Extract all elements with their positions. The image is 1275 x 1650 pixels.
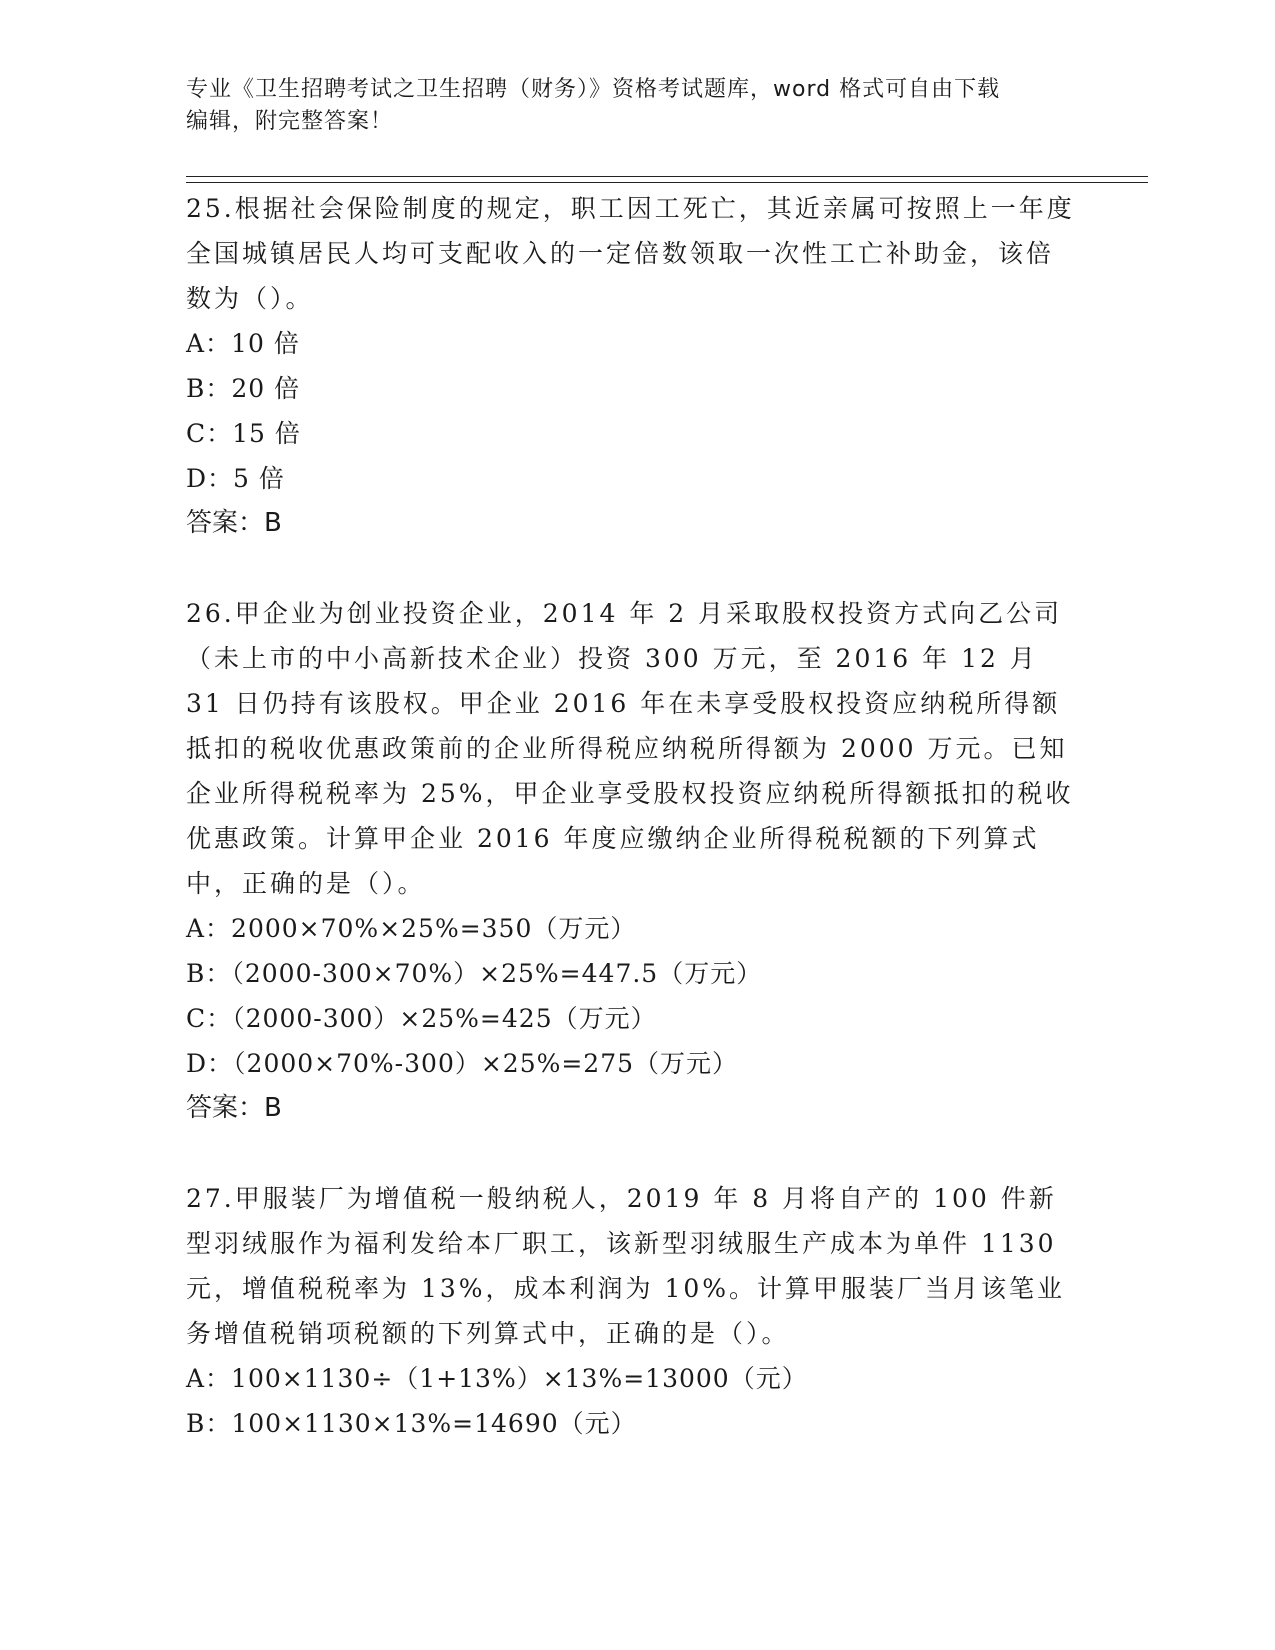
question-text: 25.根据社会保险制度的规定，职工因工死亡，其近亲属可按照上一年度全国城镇居民人均可支配收入的一定倍数领取一次性工亡补助金，该倍数为（）。 xyxy=(186,194,1075,313)
question-list xyxy=(186,186,1076,1491)
question-text: 27.甲服装厂为增值税一般纳税人，2019 年 8 月将自产的 100 件新型羽绒服作为福利发给本厂职工，该新型羽绒服生产成本为单件 1130 元，增值税税率为 13%，成本利润为 10%。计算甲服装厂当月该笔业务增值税销项税额的下列算式中，正确的是（）。 xyxy=(186,1184,1066,1348)
question-26 xyxy=(186,591,1076,1131)
option-d: D：（2000×70%-300）×25%=275（万元） xyxy=(186,1049,739,1078)
option-a: A：2000×70%×25%=350（万元） xyxy=(186,914,637,943)
option-b: B：（2000-300×70%）×25%=447.5（万元） xyxy=(186,959,763,988)
question-text: 26.甲企业为创业投资企业，2014 年 2 月采取股权投资方式向乙公司（未上市的中小高新技术企业）投资 300 万元，至 2016 年 12 月 31 日仍持有该股权。甲企业 2016 年在未享受股权投资应纳税所得额抵扣的税收优惠政策前的企业所得税应纳税所得额为 2000 万元。已知企业所得税税率为 25%，甲企业享受股权投资应纳税所得额抵扣的税收优惠政策。计算甲企业 2016 年度应缴纳企业所得税税额的下列算式中，正确的是（）。 xyxy=(186,599,1074,898)
header-divider-bottom xyxy=(186,182,1148,183)
document-header xyxy=(186,74,1086,138)
option-a: A：100×1130÷（1+13%）×13%=13000（元） xyxy=(186,1364,808,1393)
header-line-2: 编辑，附完整答案！ xyxy=(186,109,394,134)
question-27 xyxy=(186,1176,1076,1446)
option-d: D：5 倍 xyxy=(186,464,285,493)
answer-label: 答案：B xyxy=(186,1093,282,1123)
header-line-1: 专业《卫生招聘考试之卫生招聘（财务）》资格考试题库，word 格式可自由下载 xyxy=(186,77,1001,102)
question-25 xyxy=(186,186,1076,546)
option-c: C：15 倍 xyxy=(186,419,301,448)
answer-label: 答案：B xyxy=(186,508,282,538)
option-a: A：10 倍 xyxy=(186,329,300,358)
option-b: B：20 倍 xyxy=(186,374,301,403)
option-c: C：（2000-300）×25%=425（万元） xyxy=(186,1004,657,1033)
option-b: B：100×1130×13%=14690（元） xyxy=(186,1409,637,1438)
header-divider-top xyxy=(186,176,1148,177)
